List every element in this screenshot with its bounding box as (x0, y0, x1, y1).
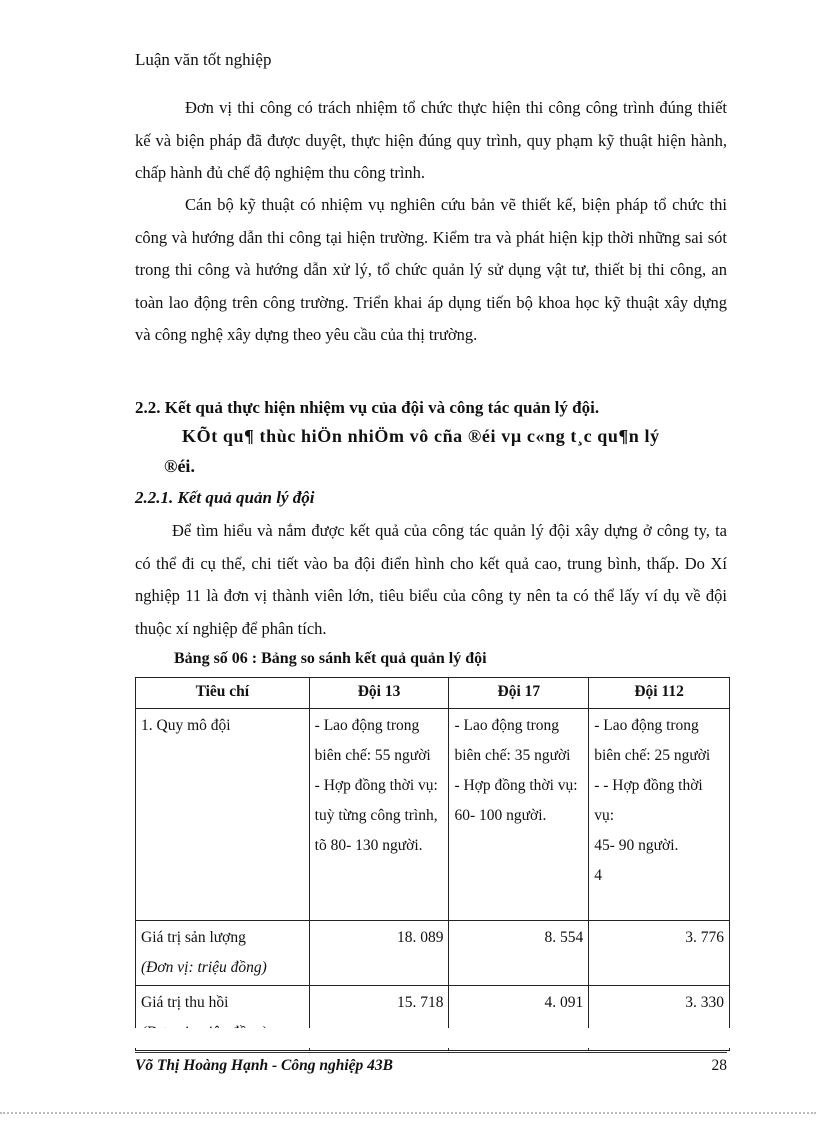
criterion-unit: (Đơn vị: triệu đồng) (141, 959, 267, 976)
table-cutoff-mask (130, 1028, 736, 1048)
column-header: Đội 112 (589, 678, 730, 709)
comparison-table (135, 677, 730, 1051)
footer-divider (135, 1052, 727, 1053)
column-header: Đội 17 (449, 678, 589, 709)
value-cell: 3. 776 (589, 921, 730, 986)
criterion-cell: 1. Quy mô đội (136, 709, 310, 921)
paragraph-1-text: Đơn vị thi công có trách nhiệm tổ chức thực hiện thi công công trình đúng thiết kế và biện pháp đã được duyệt, thực hiện đúng quy trình, quy phạm kỹ thuật hiện hành, chấp hành đủ chế độ nghiệm thu công trình. (135, 98, 727, 182)
table-header-row (136, 678, 730, 709)
table-row (136, 709, 730, 921)
subsection-heading: 2.2.1. Kết quả quản lý đội (135, 488, 315, 507)
section-garbled-line-1: KÕt qu¶ thùc hiÖn nhiÖm vô cña ®éi vµ c«ng t¸c qu¶n lý (182, 426, 660, 446)
column-header: Đội 13 (309, 678, 449, 709)
column-header: Tiêu chí (136, 678, 310, 709)
footer-author: Võ Thị Hoàng Hạnh - Công nghiệp 43B (135, 1057, 393, 1074)
paragraph-1 (135, 92, 727, 190)
section-garbled-line-2: ®éi. (164, 456, 195, 476)
section-heading (135, 398, 599, 418)
criterion-label: Giá trị thu hồi (141, 994, 229, 1011)
value-cell: 3. 330 (589, 986, 730, 1051)
page-bottom-border (0, 1112, 816, 1114)
value-cell: 4. 091 (449, 986, 589, 1051)
page-header: Luận văn tốt nghiệp (135, 50, 272, 69)
value-cell: - Lao động trong biên chế: 55 người - Hợp đồng thời vụ: tuỳ từng công trình, tõ 80- 130 người. (309, 709, 449, 921)
paragraph-3 (135, 515, 727, 645)
criterion-cell (136, 921, 310, 986)
table-caption: Bảng số 06 : Bảng so sánh kết quả quản lý đội (174, 650, 487, 667)
value-cell: 18. 089 (309, 921, 449, 986)
section-title: Kết quả thực hiện nhiệm vụ của đội và công tác quản lý đội. (164, 398, 600, 417)
value-cell: - Lao động trong biên chế: 25 người - - Hợp đồng thời vụ: 45- 90 người. 4 (589, 709, 730, 921)
value-cell: - Lao động trong biên chế: 35 người - Hợp đồng thời vụ: 60- 100 người. (449, 709, 589, 921)
page-number: 28 (711, 1057, 727, 1074)
paragraph-3-text: Để tìm hiểu và nắm được kết quả của công tác quản lý đội xây dựng ở công ty, ta có thể đi cụ thể, chi tiết vào ba đội điển hình cho kết quả cao, trung bình, thấp. Do Xí nghiệp 11 là đơn vị thành viên lớn, tiêu biểu của công ty nên ta có thể lấy ví dụ về đội thuộc xí nghiệp để phân tích. (135, 521, 727, 638)
section-number: 2.2. (135, 398, 161, 417)
paragraph-2 (135, 189, 727, 352)
value-cell: 15. 718 (309, 986, 449, 1051)
value-cell: 8. 554 (449, 921, 589, 986)
criterion-label: Giá trị sản lượng (141, 929, 246, 946)
table-row (136, 921, 730, 986)
paragraph-2-text: Cán bộ kỹ thuật có nhiệm vụ nghiên cứu bản vẽ thiết kế, biện pháp tổ chức thi công và hướng dẫn thi công tại hiện trường. Kiểm tra và phát hiện kịp thời những sai sót trong thi công và hướng dẫn xử lý, tổ chức quản lý sử dụng vật tư, thiết bị thi công, an toàn lao động trên công trường. Triển khai áp dụng tiến bộ khoa học kỹ thuật xây dựng và công nghệ xây dựng theo yêu cầu của thị trường. (135, 195, 727, 344)
